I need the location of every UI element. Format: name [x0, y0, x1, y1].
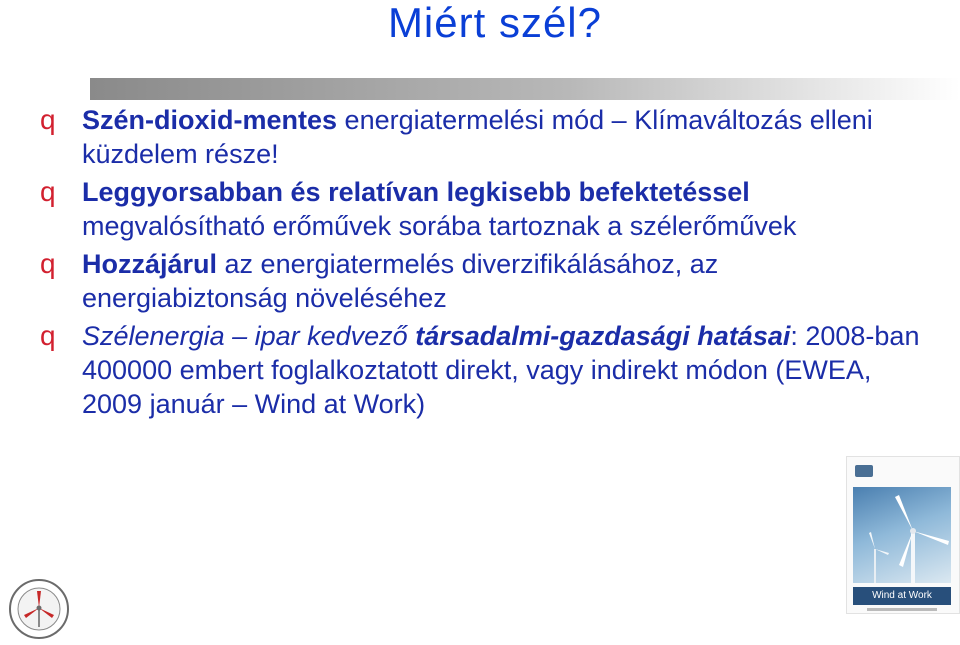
bullet-item [40, 247, 920, 315]
bullet-marker: q [40, 248, 56, 279]
bullet-marker: q [40, 320, 56, 351]
slide-title: Miért szél? [387, 0, 602, 46]
bullet-marker: q [40, 176, 56, 207]
bullet-item [40, 319, 920, 421]
bullet-bold: Szén-dioxid-mentes [82, 105, 338, 135]
bullet-text: megvalósítható erőművek sorába tartoznak a szélerőművek [82, 211, 797, 241]
brochure-footer [867, 608, 937, 611]
bullet-text: : 2008-ban 400000 embert foglalkoztatott direkt, vagy indirekt módon (EWEA, 2009 január – Wind at Work) [82, 321, 920, 419]
bullet-bold: Leggyorsabban és relatívan legkisebb befektetéssel [82, 177, 750, 207]
bullet-text: energiatermelési mód – Klímaváltozás elleni küzdelem része! [82, 105, 873, 169]
bullet-item [40, 103, 920, 171]
bullet-item [40, 175, 920, 243]
bullet-bold-italic: társadalmi-gazdasági hatásai [415, 321, 791, 351]
wind-at-work-cover-icon [846, 456, 960, 614]
bullet-italic: Szélenergia – ipar kedvező [82, 321, 416, 351]
brochure-photo [853, 487, 951, 583]
bullet-bold: Hozzájárul [82, 249, 218, 279]
wind-association-logo-icon [8, 578, 70, 640]
bullet-text: az energiatermelés diverzifikálásához, az energiabiztonság növeléséhez [82, 249, 719, 313]
bullet-marker: q [40, 104, 56, 135]
bullet-list [40, 103, 920, 425]
brochure-logo-icon [855, 465, 873, 477]
brochure-label: Wind at Work [853, 587, 951, 605]
header-bar [90, 78, 960, 100]
